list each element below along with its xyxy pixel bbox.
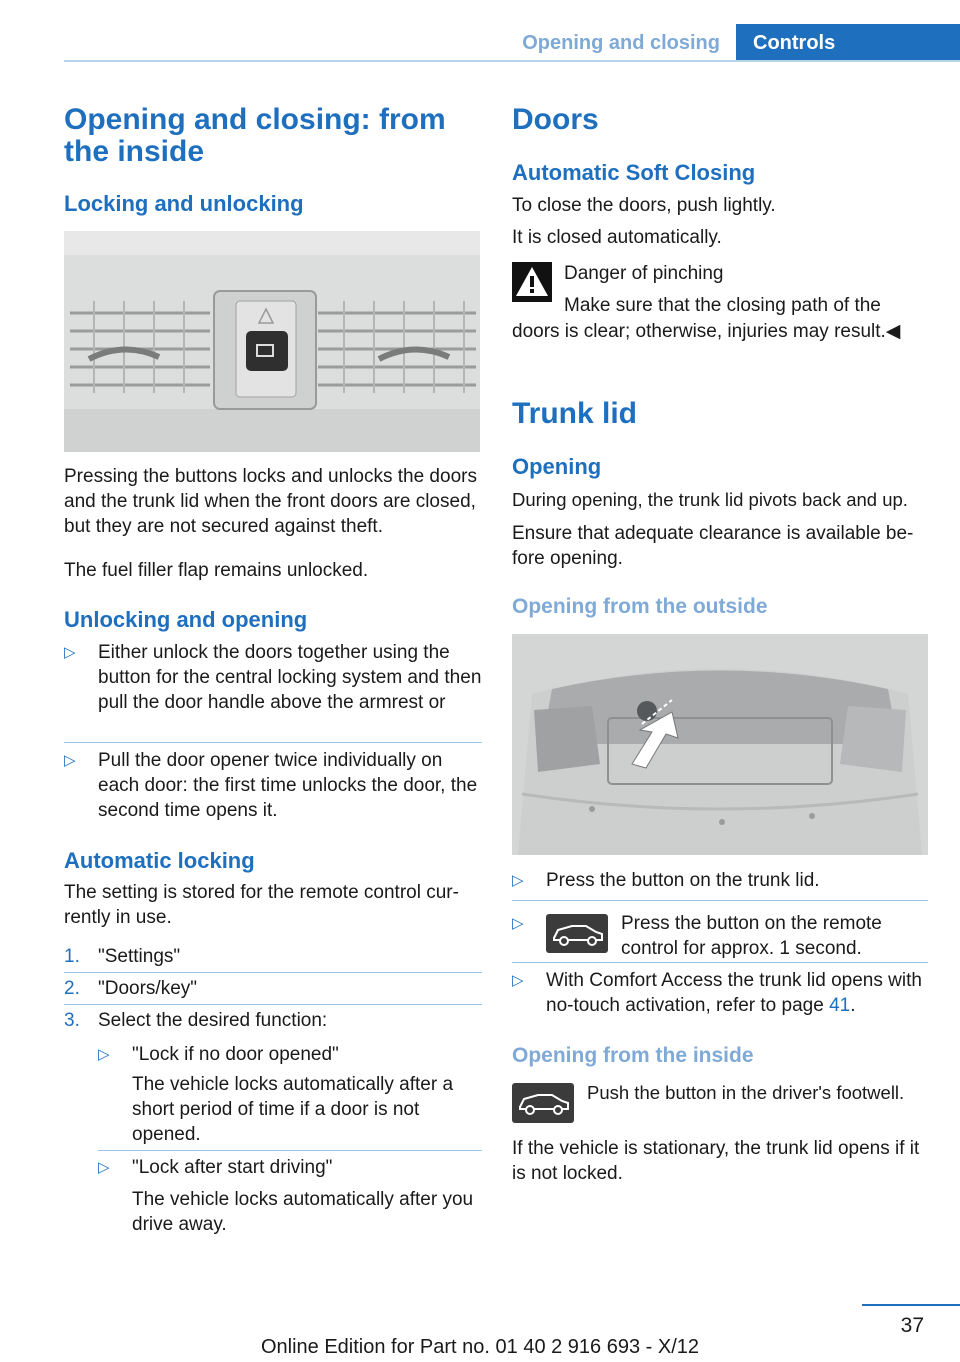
soft-closing-heading: Automatic Soft Closing <box>512 160 756 185</box>
bullet-triangle-icon: ▷ <box>512 972 524 989</box>
step-text: "Settings" <box>98 946 181 967</box>
lock-buttons-illustration <box>64 231 480 452</box>
step-1 <box>64 944 482 969</box>
divider <box>512 900 928 901</box>
footer-edition-text: Online Edition for Part no. 01 40 2 916 693 - X/12 <box>260 1336 700 1358</box>
step-text: "Doors/key" <box>98 978 198 999</box>
step-text: Select the desired function: <box>98 1010 328 1031</box>
unlock-bullet-2 <box>64 748 482 823</box>
page-number: 37 <box>900 1314 924 1337</box>
bullet-triangle-icon: ▷ <box>64 752 76 769</box>
outside-bullet-1-text: Press the button on the trunk lid. <box>546 870 820 891</box>
outside-bullet-1 <box>512 868 932 893</box>
trunk-lid-title: Trunk lid <box>512 397 638 430</box>
footer-rule <box>862 1304 960 1306</box>
header-tab-controls[interactable]: Controls <box>736 24 960 62</box>
outside-bullet-2 <box>512 911 932 963</box>
page-41-link[interactable]: 41 <box>829 995 851 1016</box>
stationary-text: If the vehicle is stationary, the trunk lid opens if it is not locked. <box>512 1138 920 1184</box>
car-trunk-icon <box>546 914 608 953</box>
warning-title: Danger of pinching <box>564 263 724 284</box>
soft-closing-text-1: To close the doors, push lightly. <box>512 195 776 216</box>
warning-triangle-icon <box>512 262 552 302</box>
opening-text-2: Ensure that adequate clearance is available be-fore opening. <box>512 523 914 569</box>
outside-bullet-3-pre: With Comfort Access the trunk lid opens with no-touch activation, refer to page <box>546 970 922 1016</box>
bullet-triangle-icon: ▷ <box>98 1159 110 1176</box>
bullet-triangle-icon: ▷ <box>512 872 524 889</box>
warning-text-line-1: Make sure that the closing path of the <box>564 295 881 316</box>
outside-bullet-3-post: . <box>850 995 856 1016</box>
outside-heading: Opening from the outside <box>512 595 768 618</box>
step-2 <box>64 976 482 1001</box>
function-option-2-desc: The vehicle locks automatically after you drive away. <box>132 1189 474 1235</box>
outside-bullet-3-text <box>546 968 930 1018</box>
unlock-bullet-1-text: Either unlock the doors together using the button for the central locking system and then pull the door handle above the armrest or <box>98 642 482 713</box>
step-number: 3. <box>64 1010 80 1031</box>
fuel-flap-paragraph: The fuel filler flap remains unlocked. <box>64 560 369 581</box>
outside-bullet-3 <box>512 968 932 1020</box>
locking-heading: Locking and unlocking <box>64 191 304 216</box>
function-option-1 <box>98 1042 482 1152</box>
divider <box>64 1004 482 1005</box>
inside-text: Push the button in the driver's footwell. <box>587 1082 905 1103</box>
divider <box>98 1150 482 1151</box>
bullet-triangle-icon: ▷ <box>64 644 76 661</box>
divider <box>64 742 482 743</box>
step-number: 2. <box>64 978 80 999</box>
step-number: 1. <box>64 946 80 967</box>
function-option-2-label: "Lock after start driving" <box>132 1157 333 1178</box>
header-section-title: Opening and closing <box>522 32 720 54</box>
automatic-locking-paragraph: The setting is stored for the remote control cur-rently in use. <box>64 882 459 928</box>
unlock-bullet-1 <box>64 640 482 740</box>
page-title: Opening and closing: from the inside <box>64 103 446 168</box>
unlocking-heading: Unlocking and opening <box>64 607 308 632</box>
function-option-1-label: "Lock if no door opened" <box>132 1044 339 1065</box>
function-option-1-desc: The vehicle locks automatically after a short period of time if a door is not opened. <box>132 1074 454 1145</box>
doors-title: Doors <box>512 103 599 136</box>
inside-heading: Opening from the inside <box>512 1044 754 1067</box>
warning-text-line-2: doors is clear; otherwise, injuries may result.◀ <box>512 321 901 342</box>
locking-paragraph: Pressing the buttons locks and unlocks the doors and the trunk lid when the front doors are closed, but they are not secured against theft. <box>64 466 477 537</box>
bullet-triangle-icon: ▷ <box>98 1046 110 1063</box>
outside-bullet-2-text: Press the button on the remote control for approx. 1 second. <box>621 913 882 959</box>
trunk-lid-illustration <box>512 634 928 855</box>
unlock-bullet-2-text: Pull the door opener twice individually on each door: the first time unlocks the door, the second time opens it. <box>98 750 478 821</box>
automatic-locking-heading: Automatic locking <box>64 848 255 873</box>
bullet-triangle-icon: ▷ <box>512 915 524 932</box>
divider <box>512 962 928 963</box>
car-trunk-icon <box>512 1083 574 1123</box>
function-option-2 <box>98 1155 482 1235</box>
opening-heading: Opening <box>512 454 602 479</box>
step-3 <box>64 1008 482 1033</box>
soft-closing-text-2: It is closed automatically. <box>512 227 722 248</box>
divider <box>64 972 482 973</box>
header-rule <box>64 60 960 62</box>
opening-text-1: During opening, the trunk lid pivots back and up. <box>512 489 908 510</box>
